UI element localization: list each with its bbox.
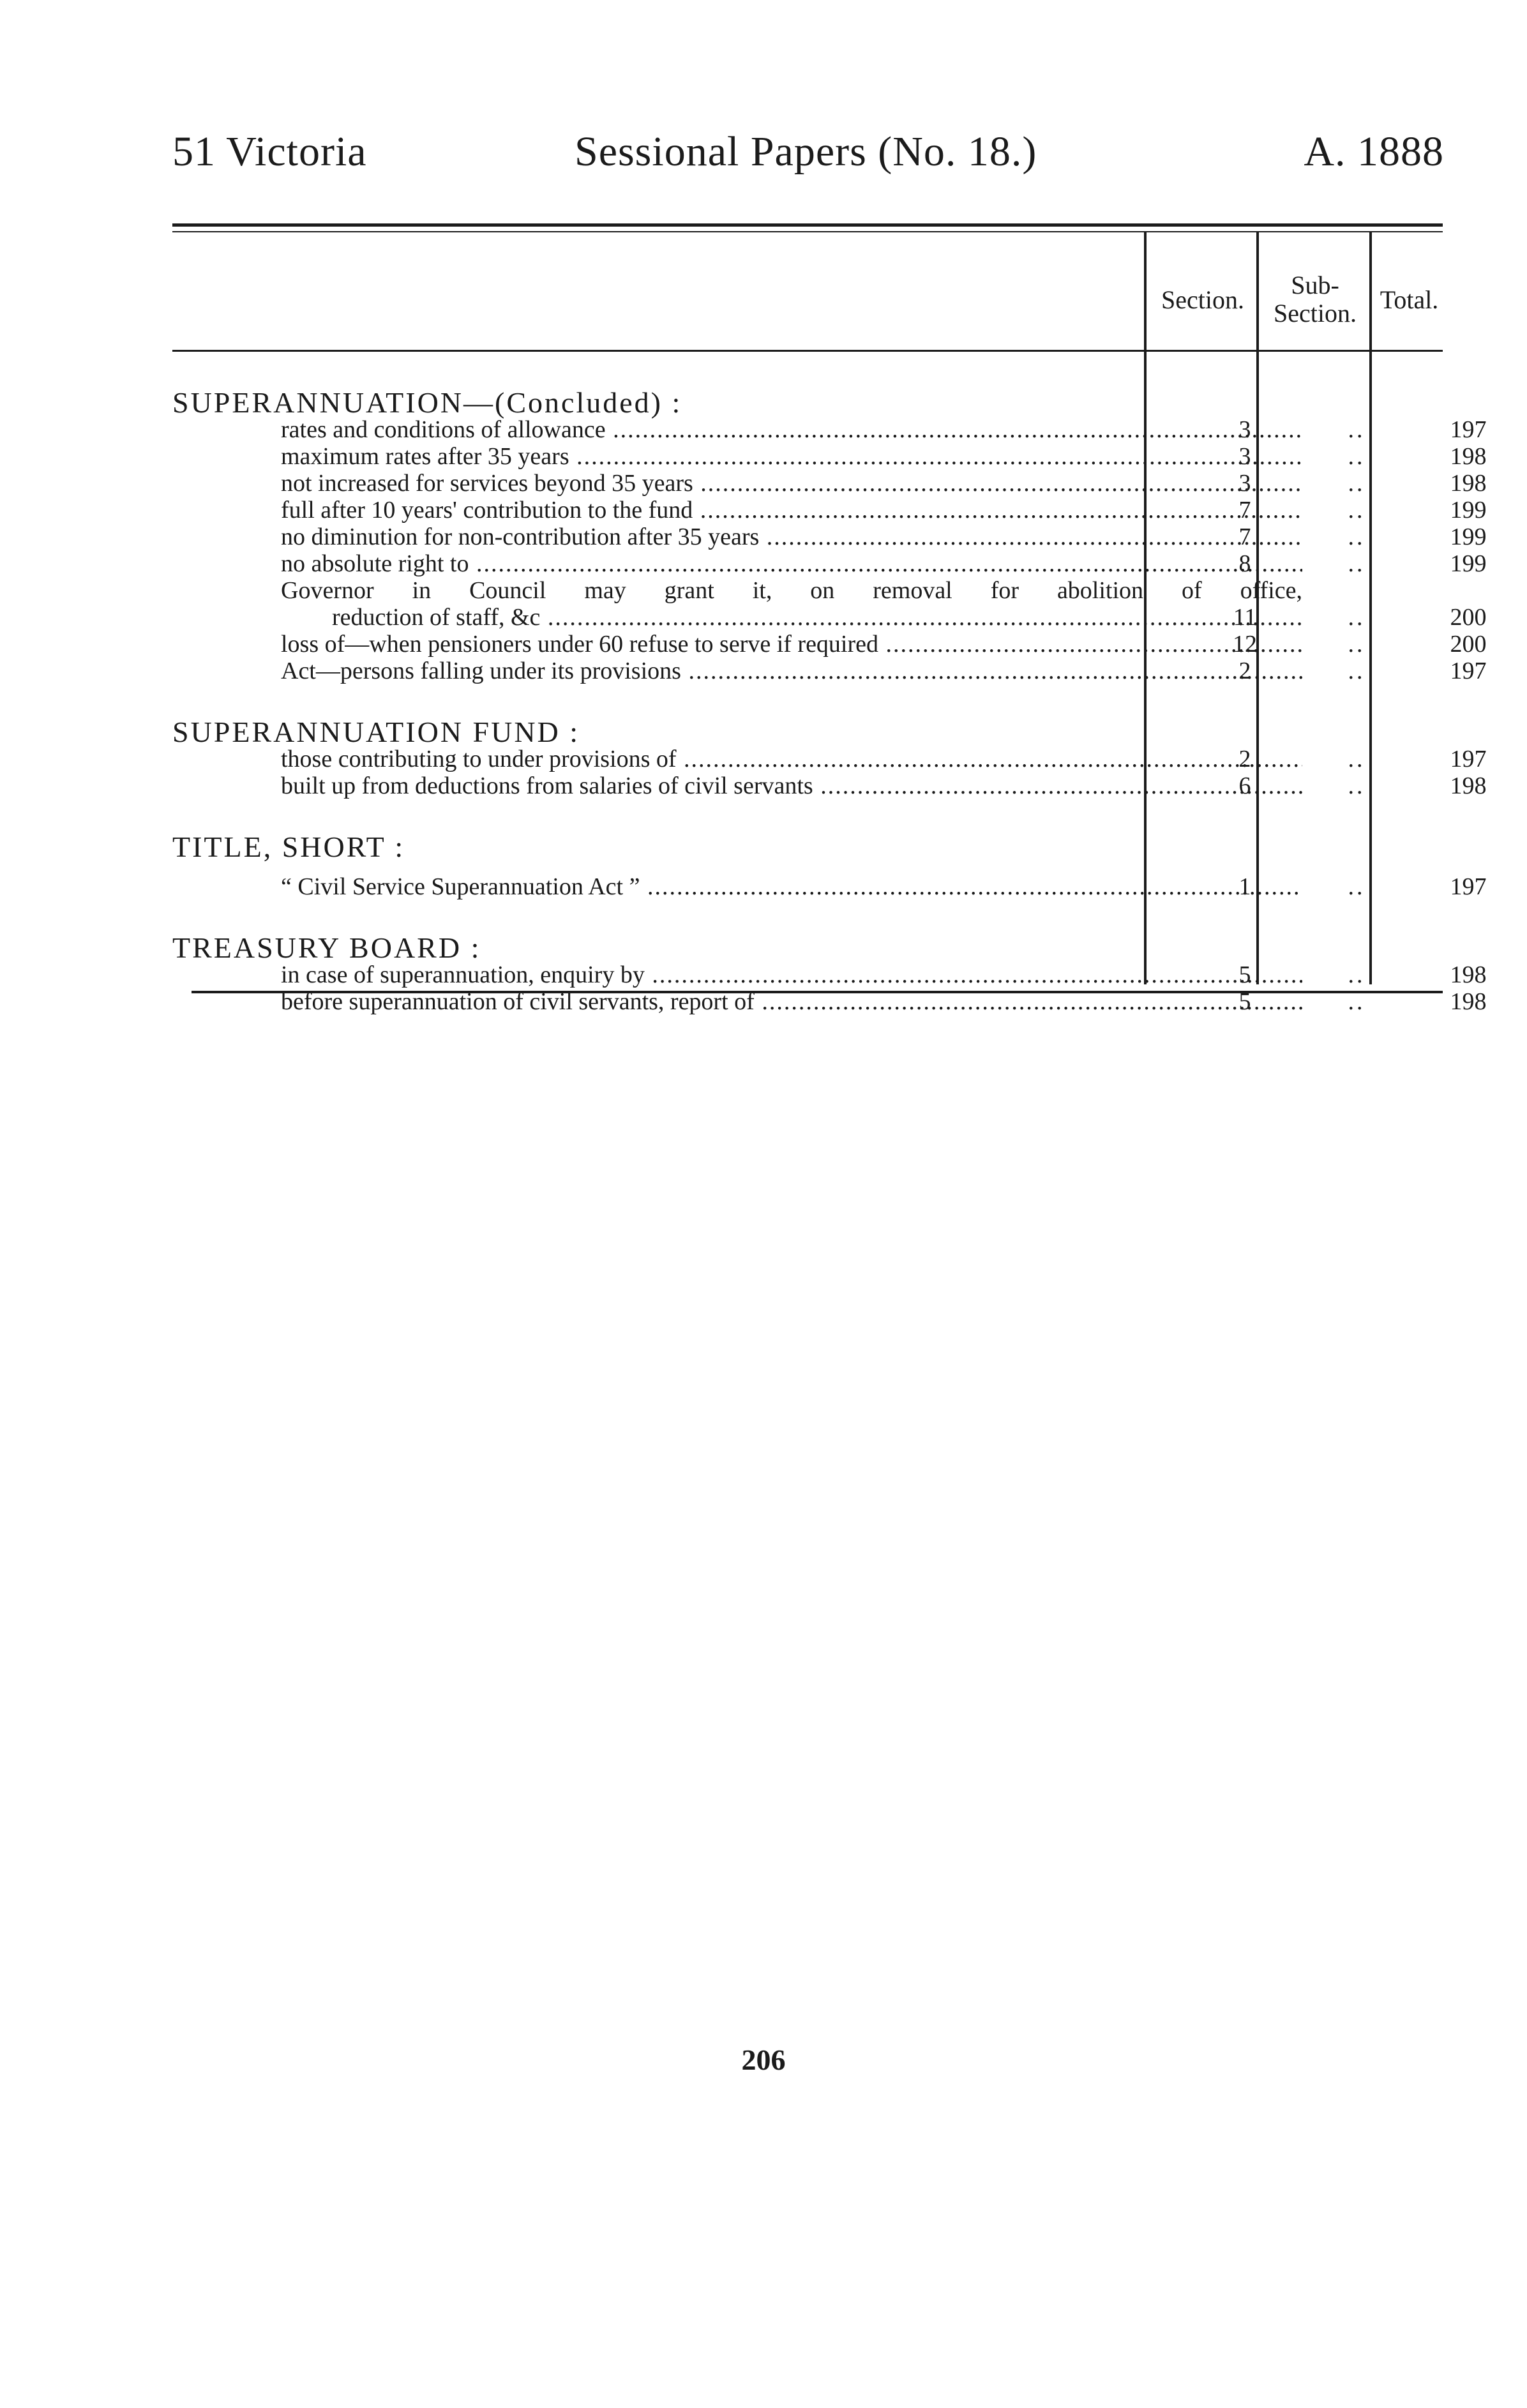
- entry-text: those contributing to under provisions of .....: [281, 746, 1302, 772]
- index-group: [172, 383, 1487, 684]
- entry-section: 3: [1238, 443, 1251, 470]
- entry-total: 197: [1450, 416, 1487, 443]
- index-entry: [172, 470, 1487, 497]
- entry-section: 1: [1238, 873, 1251, 900]
- index-entry: [172, 772, 1487, 799]
- column-header-rule: [172, 350, 1443, 352]
- entry-total: 197: [1450, 746, 1487, 772]
- index-group: [172, 827, 1487, 900]
- entry-total: 199: [1450, 523, 1487, 550]
- index-entry: [172, 861, 1487, 900]
- index-entry: [172, 443, 1487, 470]
- entry-section: 3: [1238, 470, 1251, 497]
- entry-text: no diminution for non-contribution after 35 years .....: [281, 523, 1302, 550]
- entry-text-line1: Governor in Council may grant it, on removal for abolition of office,: [281, 577, 1302, 604]
- entry-section: 2: [1238, 658, 1251, 684]
- index-group: [172, 928, 1487, 1015]
- entry-total: 199: [1450, 550, 1487, 577]
- entry-subsection: ..: [1348, 416, 1365, 443]
- index-body: [172, 383, 1487, 1043]
- entry-total: 200: [1450, 631, 1487, 658]
- entry-subsection: ..: [1348, 631, 1365, 658]
- group-heading: [172, 928, 1449, 964]
- entry-section: 7: [1238, 523, 1251, 550]
- entry-text: not increased for services beyond 35 years .....: [281, 470, 1302, 497]
- entry-section: 12: [1233, 631, 1257, 658]
- entry-text: before superannuation of civil servants, report of .....: [281, 988, 1302, 1015]
- entry-subsection: ..: [1348, 470, 1365, 497]
- header-session: 51 Victoria: [172, 128, 367, 175]
- top-rule-thin: [172, 231, 1443, 232]
- index-entry: [172, 416, 1487, 443]
- group-heading-text: TREASURY BOARD :: [172, 931, 481, 964]
- column-header-subsection: [1261, 271, 1369, 327]
- index-entry: [172, 988, 1487, 1015]
- group-heading: [172, 712, 1449, 746]
- entry-subsection: ..: [1348, 523, 1365, 550]
- header-year: A. 1888: [1304, 128, 1444, 175]
- entry-total: 200: [1450, 604, 1487, 631]
- entry-subsection: ..: [1348, 988, 1365, 1015]
- entry-total: 198: [1450, 470, 1487, 497]
- entry-total: 197: [1450, 873, 1487, 900]
- entry-text: no absolute right to .....: [281, 550, 1302, 577]
- entry-total: 199: [1450, 497, 1487, 523]
- entry-section: 5: [1238, 961, 1251, 988]
- entry-subsection: ..: [1348, 604, 1365, 631]
- entry-subsection: ..: [1348, 550, 1365, 577]
- index-entry: [172, 523, 1487, 550]
- column-header-total: Total.: [1380, 285, 1439, 314]
- entry-text-line2: reduction of staff, &c .....: [281, 604, 1302, 631]
- entry-text: Act—persons falling under its provisions .....: [281, 658, 1302, 684]
- index-entry: [172, 550, 1487, 577]
- entry-total: 197: [1450, 658, 1487, 684]
- entry-text: [281, 577, 1302, 631]
- entry-section: 11: [1233, 604, 1257, 631]
- group-heading-text: TITLE, SHORT :: [172, 831, 405, 863]
- index-entry: [172, 497, 1487, 523]
- entry-text: maximum rates after 35 years .....: [281, 443, 1302, 470]
- entry-subsection: ..: [1348, 497, 1365, 523]
- entry-subsection: ..: [1348, 873, 1365, 900]
- entry-text: in case of superannuation, enquiry by .....: [281, 961, 1302, 988]
- entry-section: 3: [1238, 416, 1251, 443]
- entry-text: built up from deductions from salaries of civil servants .....: [281, 772, 1302, 799]
- index-group: [172, 712, 1487, 799]
- entry-total: 198: [1450, 772, 1487, 799]
- entry-section: 6: [1238, 772, 1251, 799]
- column-header-subsection-line2: Section.: [1274, 299, 1357, 327]
- entry-total: 198: [1450, 988, 1487, 1015]
- entry-section: 8: [1238, 550, 1251, 577]
- index-entry: [172, 961, 1487, 988]
- entry-section: 7: [1238, 497, 1251, 523]
- entry-subsection: ..: [1348, 443, 1365, 470]
- header-title: Sessional Papers (No. 18.): [575, 128, 1037, 175]
- entry-total: 198: [1450, 961, 1487, 988]
- group-heading: [172, 827, 1449, 861]
- column-header-subsection-line1: Sub-: [1291, 271, 1339, 299]
- entry-subsection: ..: [1348, 746, 1365, 772]
- entry-text: rates and conditions of allowance .....: [281, 416, 1302, 443]
- entry-subsection: ..: [1348, 658, 1365, 684]
- index-entry: [172, 577, 1487, 631]
- entry-text: full after 10 years' contribution to the fund .....: [281, 497, 1302, 523]
- group-heading-text: SUPERANNUATION FUND :: [172, 716, 580, 748]
- group-heading: [172, 383, 1449, 419]
- entry-text: “ Civil Service Superannuation Act ” .....: [281, 873, 1302, 900]
- entry-section: 5: [1238, 988, 1251, 1015]
- entry-total: 198: [1450, 443, 1487, 470]
- group-heading-text: SUPERANNUATION—(Concluded) :: [172, 386, 682, 419]
- top-rule-thick: [172, 223, 1443, 227]
- page-number: 206: [741, 2043, 786, 2076]
- entry-subsection: ..: [1348, 961, 1365, 988]
- index-entry: [172, 658, 1487, 684]
- entry-subsection: ..: [1348, 772, 1365, 799]
- column-header-section: Section.: [1161, 285, 1244, 314]
- index-entry: [172, 746, 1487, 772]
- index-entry: [172, 631, 1487, 658]
- entry-text: loss of—when pensioners under 60 refuse to serve if required .....: [281, 631, 1302, 658]
- entry-section: 2: [1238, 746, 1251, 772]
